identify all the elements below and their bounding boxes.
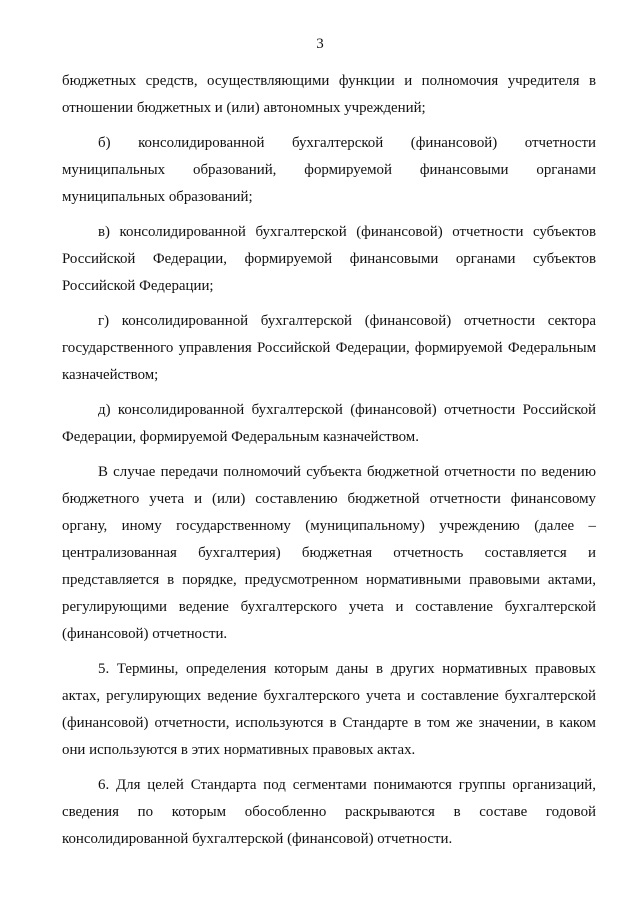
page-number: 3 xyxy=(316,36,324,52)
paragraph-item-d: д) консолидированной бухгалтерской (финансовой) отчетности Российской Федерации, формируемой Федеральным казначейством. xyxy=(62,402,596,445)
paragraph-6-segments: 6. Для целей Стандарта под сегментами понимаются группы организаций, сведения по которым обособленно раскрываются в составе годовой консолидированной бухгалтерской (финансовой) отчетности. xyxy=(62,777,596,847)
paragraph-item-v: в) консолидированной бухгалтерской (финансовой) отчетности субъектов Российской Федерации, формируемой финансовыми органами субъектов Российской Федерации; xyxy=(62,224,596,294)
paragraph-5-terms: 5. Термины, определения которым даны в других нормативных правовых актах, регулирующих ведение бухгалтерского учета и составление бухгалтерской (финансовой) отчетности, используются в Стандарте в том же значении, в каком они используются в этих нормативных правовых актах. xyxy=(62,661,596,758)
paragraph-centralized-accounting: В случае передачи полномочий субъекта бюджетной отчетности по ведению бюджетного учета и (или) составлению бюджетной отчетности финансовому органу, иному государственному (муниципальному) учреждению (далее – централизованная бухгалтерия) бюджетная отчетность составляется и представляется в порядке, предусмотренном нормативными правовыми актами, регулирующими ведение бухгалтерского учета и составление бухгалтерской (финансовой) отчетности. xyxy=(62,464,596,642)
paragraph-continuation: бюджетных средств, осуществляющими функции и полномочия учредителя в отношении бюджетных и (или) автономных учреждений; xyxy=(62,73,596,116)
paragraph-item-g: г) консолидированной бухгалтерской (финансовой) отчетности сектора государственного управления Российской Федерации, формируемой Федеральным казначейством; xyxy=(62,313,596,383)
document-body xyxy=(62,68,596,861)
paragraph-item-b: б) консолидированной бухгалтерской (финансовой) отчетности муниципальных образований, формируемой финансовыми органами муниципальных образований; xyxy=(62,135,596,205)
